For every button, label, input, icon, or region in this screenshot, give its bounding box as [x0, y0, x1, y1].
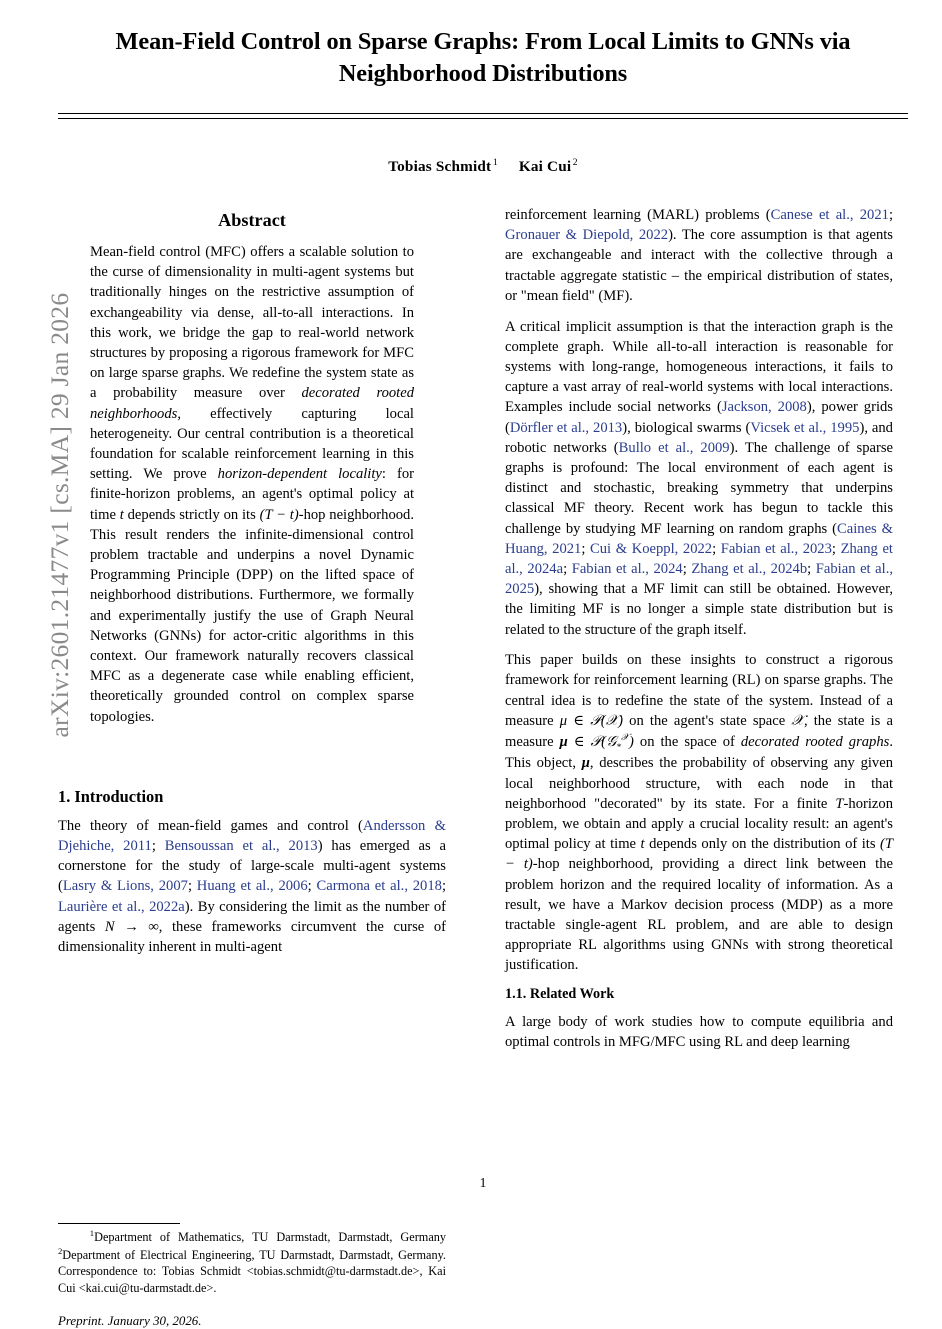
text-run: ; [307, 878, 317, 895]
related-work-paragraph-1: A large body of work studies how to compute equilibria and optimal controls in MFG/MFC using RL and deep learning [505, 1014, 893, 1051]
citation-link[interactable]: Gronauer & Diepold, 2022 [505, 227, 669, 244]
section-heading-introduction: 1. Introduction [58, 786, 164, 806]
abstract-math-hop: (T − t) [259, 506, 299, 523]
italic-term-decorated-rooted-graphs: decorated rooted graphs [740, 733, 890, 750]
abstract-text-part: depends strictly on its [123, 506, 260, 523]
text-run: . This object, [505, 733, 893, 772]
footnote-marker-2: 2 [58, 1245, 63, 1256]
text-run: Department of Electrical Engineering, TU Darmstadt, Darmstadt, Germany. Correspondence to: Tobias Schmidt <tobias.schmidt@tu-darmstadt.de>, Kai Cui <kai.cui@tu-darmstadt.de>. [58, 1247, 446, 1295]
footnote-marker-1: 1 [89, 1228, 95, 1238]
text-run: ; [888, 207, 893, 223]
intro-paragraph-1 [58, 816, 446, 957]
citation-link[interactable]: Zhang et al., 2024b [691, 560, 808, 577]
text-run: on the space of [633, 733, 741, 750]
page-title: Mean-Field Control on Sparse Graphs: From Local Limits to GNNs via Neighborhood Distributions [115, 28, 851, 88]
inline-math-t: t [640, 836, 645, 853]
author-entry [515, 158, 578, 175]
title-rule-top [58, 113, 908, 114]
right-paragraph-1 [505, 205, 893, 306]
text-run: ; [682, 560, 692, 577]
author-affiliation-marker: 1 [492, 156, 498, 168]
text-run: ; [581, 540, 591, 557]
abstract-heading: Abstract [218, 210, 286, 230]
text-run: ). The core assumption is that agents are exchangeable and interact with the collective through a tractable aggregate statistic – the empirical distribution of states, or "mean field" (MF). [505, 227, 893, 304]
page-number: 1 [479, 1175, 487, 1190]
citation-link[interactable]: Fabian et al., 2023 [720, 540, 832, 557]
footnote-rule [58, 1223, 180, 1224]
text-run: , these frameworks circumvent the curse of dimensionality inherent in multi-agent [58, 918, 446, 956]
inline-math-state-space: 𝒳 [791, 711, 804, 729]
right-paragraph-2 [505, 317, 893, 640]
citation-link[interactable]: Cui & Koeppl, 2022 [590, 540, 713, 557]
paper-page [58, 0, 908, 1329]
text-run: ; [563, 560, 572, 577]
subsection-heading-related-work: 1.1. Related Work [505, 986, 615, 1003]
two-column-body [58, 205, 908, 1329]
inline-math-n-to-infinity: N → ∞ [104, 918, 159, 935]
citation-link[interactable]: Vicsek et al., 1995 [750, 419, 860, 436]
text-run: ), and robotic networks ( [505, 419, 893, 456]
abstract-text-part: Mean-field control (MFC) offers a scalable solution to the curse of dimensionality in multi-agent systems but traditionally hinges on the restrictive assumption of exchangeability via dense, all-to-all interactions. In this work, we bridge the gap to real-world network structures by proposing a rigorous framework for MFC on large sparse graphs. We redefine the system state as a probability measure over [90, 244, 414, 402]
citation-link[interactable]: Huang et al., 2006 [196, 878, 308, 895]
text-run: ), showing that a MF limit can still be obtained. However, the limiting MF is no longer a simple state distribution but is related to the structure of the graph itself. [505, 581, 893, 638]
text-run: -hop neighborhood, providing a direct link between the problem horizon and the required locality of information. As a result, we have a Markov decision process (MDP) as a more tractable single-agent RL problem, and are able to design appropriate RL algorithms using GNNs with strong theoretical justification. [505, 856, 893, 974]
author-list [58, 157, 908, 176]
text-run: depends only on the distribution of its [644, 836, 881, 853]
citation-link[interactable]: Carmona et al., 2018 [316, 878, 442, 895]
author-entry [388, 158, 502, 175]
text-run: ), biological swarms ( [622, 419, 751, 436]
text-run: Department of Mathematics, TU Darmstadt, Darmstadt, Germany [94, 1230, 447, 1245]
footnote-zone [58, 1223, 446, 1329]
text-run: The theory of mean-field games and control ( [58, 817, 363, 834]
text-run: ; [831, 540, 841, 557]
inline-math-T: T [835, 795, 844, 812]
right-column [505, 205, 893, 1200]
footnote-text [58, 1228, 446, 1296]
text-run: ) has emerged as a cornerstone for the study of large-scale multi-agent systems ( [58, 838, 447, 895]
text-run: ; [187, 878, 197, 895]
text-run: This paper builds on these insights to construct a rigorous framework for reinforcement learning (RL) on sparse graphs. The central idea is to redefine the state of the system. Instead of a measure [505, 652, 893, 729]
inline-math-bold-mu-space: μ ∈ 𝒫(𝒢$_*^𝒳$) [559, 732, 634, 752]
text-run: A critical implicit assumption is that the interaction graph is the complete graph. While all-to-all interaction is reasonable for systems with long-range, homogeneous interactions, it fails to capture a vast array of real-world systems with local interactions. Examples include social networks ( [505, 318, 893, 416]
abstract-text-italic: horizon-dependent locality [217, 466, 382, 483]
text-run: , the state is a measure [505, 712, 893, 750]
citation-link[interactable]: Caines & Huang, 2021 [505, 520, 893, 557]
right-paragraph-3 [505, 650, 893, 975]
citation-link[interactable]: Jackson, 2008 [721, 399, 807, 416]
text-run: ). By considering the limit as the number of agents [58, 898, 447, 935]
abstract-text-part: : for finite-horizon problems, an agent's optimal policy at time [90, 466, 414, 523]
preprint-line: Preprint. January 30, 2026. [58, 1314, 202, 1329]
title-block [58, 0, 908, 176]
text-run: ; [712, 540, 721, 557]
abstract-body [90, 242, 414, 727]
text-run: ; [807, 560, 816, 577]
abstract-text-italic: decorated rooted neighborhoods [90, 385, 414, 422]
author-affiliation-marker: 2 [572, 156, 578, 168]
citation-link[interactable]: Fabian et al., 2025 [505, 560, 893, 598]
title-rule-bottom [58, 118, 908, 119]
citation-link[interactable]: Dörfler et al., 2013 [509, 419, 623, 436]
citation-link[interactable]: Laurière et al., 2022a [58, 898, 185, 915]
citation-link[interactable]: Bullo et al., 2009 [618, 439, 730, 456]
citation-link[interactable]: Fabian et al., 2024 [571, 560, 683, 577]
text-run: ; [151, 838, 165, 855]
citation-link[interactable]: Bensoussan et al., 2013 [164, 838, 318, 855]
abstract-text-part: , effectively capturing local heterogeneity. Our central contribution is a theoretical foundation for scalable reinforcement learning in this setting. We prove [90, 405, 414, 483]
author-name: Tobias Schmidt [388, 157, 492, 175]
text-run: ; [441, 878, 447, 895]
text-run: ), power grids ( [505, 399, 893, 436]
text-run: , describes the probability of observing any given local neighborhood structure, with each node in that neighborhood "decorated" by its state. For a finite [505, 755, 893, 812]
inline-math-T-minus-t: (T − t) [505, 836, 893, 873]
arxiv-stamp: arXiv:2601.21477v1 [cs.MA] 29 Jan 2026 [45, 292, 74, 738]
abstract-text-part: -hop neighborhood. This result renders the infinite-dimensional control problem tractable and underpins a novel Dynamic Programming Principle (DPP) on the lifted space of neighborhood distributions. Furthermore, we formally and experimentally justify the use of Graph Neural Networks (GNNs) for actor-critic algorithms in this context. Our framework naturally recovers classical MFC as a degenerate case while enabling efficient, theoretically grounded control on complex sparse topologies. [90, 506, 414, 725]
author-name: Kai Cui [518, 157, 572, 175]
citation-link[interactable]: Andersson & Djehiche, 2011 [58, 817, 446, 855]
left-column [58, 205, 447, 1329]
text-run: ). The challenge of sparse graphs is profound: The local environment of each agent is distinct and stochastic, breaking symmetry that underpins classical MF theory. Recent work has begun to tackle this challenge by studying MF learning on random graphs ( [505, 439, 893, 537]
citation-link[interactable]: Canese et al., 2021 [770, 207, 889, 223]
citation-link[interactable]: Zhang et al., 2024a [505, 540, 893, 577]
citation-link[interactable]: Lasry & Lions, 2007 [62, 878, 188, 895]
inline-math-bold-mu: μ [581, 755, 590, 772]
inline-math-measure-mu: μ ∈ 𝒫(𝒳) [559, 711, 624, 729]
text-run: -horizon problem, we obtain and apply a crucial locality result: an agent's optimal policy at time [505, 795, 893, 853]
text-run: on the agent's state space [623, 712, 792, 729]
abstract-math-t: t [119, 506, 124, 523]
text-run: reinforcement learning (MARL) problems ( [505, 207, 771, 223]
